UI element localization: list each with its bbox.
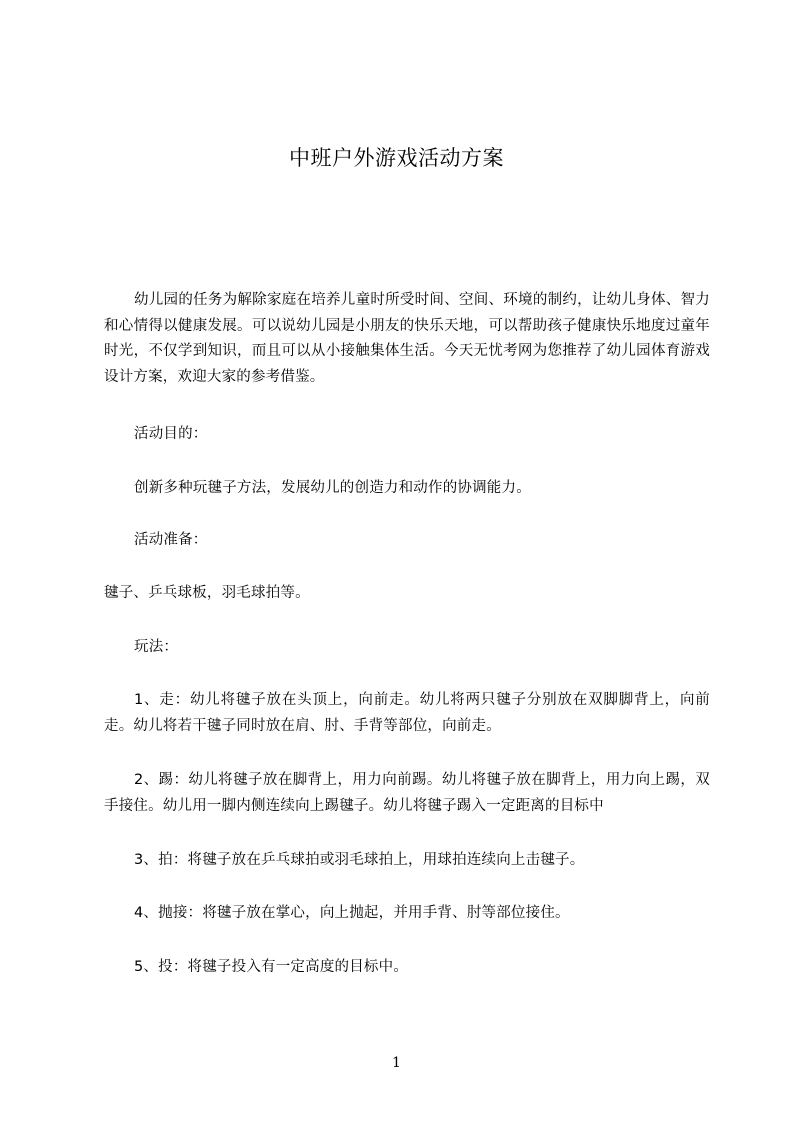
document-title: 中班户外游戏活动方案: [289, 146, 504, 170]
intro-paragraph: 幼儿园的任务为解除家庭在培养儿童时所受时间、空间、环境的制约，让幼儿身体、智力和心情得以健康发展。可以说幼儿园是小朋友的快乐天地，可以帮助孩子健康快乐地度过童年时光，不仅学到知识，而且可以从小接触集体生活。今天无忧考网为您推荐了幼儿园体育游戏设计方案，欢迎大家的参考借鉴。: [104, 292, 710, 385]
play-item-3: 3、拍：将毽子放在乒乓球拍或羽毛球拍上，用球拍连续向上击毽子。: [134, 852, 585, 868]
prep-paragraph: 毽子、乒乓球板，羽毛球拍等。: [104, 585, 310, 601]
play-item-2: 2、踢：幼儿将毽子放在脚背上，用力向前踢。幼儿将毽子放在脚背上，用力向上踢，双手接住。幼儿用一脚内侧连续向上踢毽子。幼儿将毽子踢入一定距离的目标中: [104, 772, 710, 814]
goal-paragraph: 创新多种玩毽子方法，发展幼儿的创造力和动作的协调能力。: [134, 480, 531, 496]
prep-heading: 活动准备：: [134, 532, 208, 548]
play-item-4: 4、抛接：将毽子放在掌心，向上抛起，并用手背、肘等部位接住。: [134, 905, 570, 921]
play-heading: 玩法：: [134, 639, 179, 655]
goal-heading: 活动目的：: [134, 426, 208, 442]
play-item-5: 5、投：将毽子投入有一定高度的目标中。: [134, 959, 409, 975]
page-number: 1: [392, 1055, 401, 1071]
play-item-1: 1、走：幼儿将毽子放在头顶上，向前走。幼儿将两只毽子分别放在双脚脚背上，向前走。幼儿将若干毽子同时放在肩、肘、手背等部位，向前走。: [104, 692, 710, 734]
